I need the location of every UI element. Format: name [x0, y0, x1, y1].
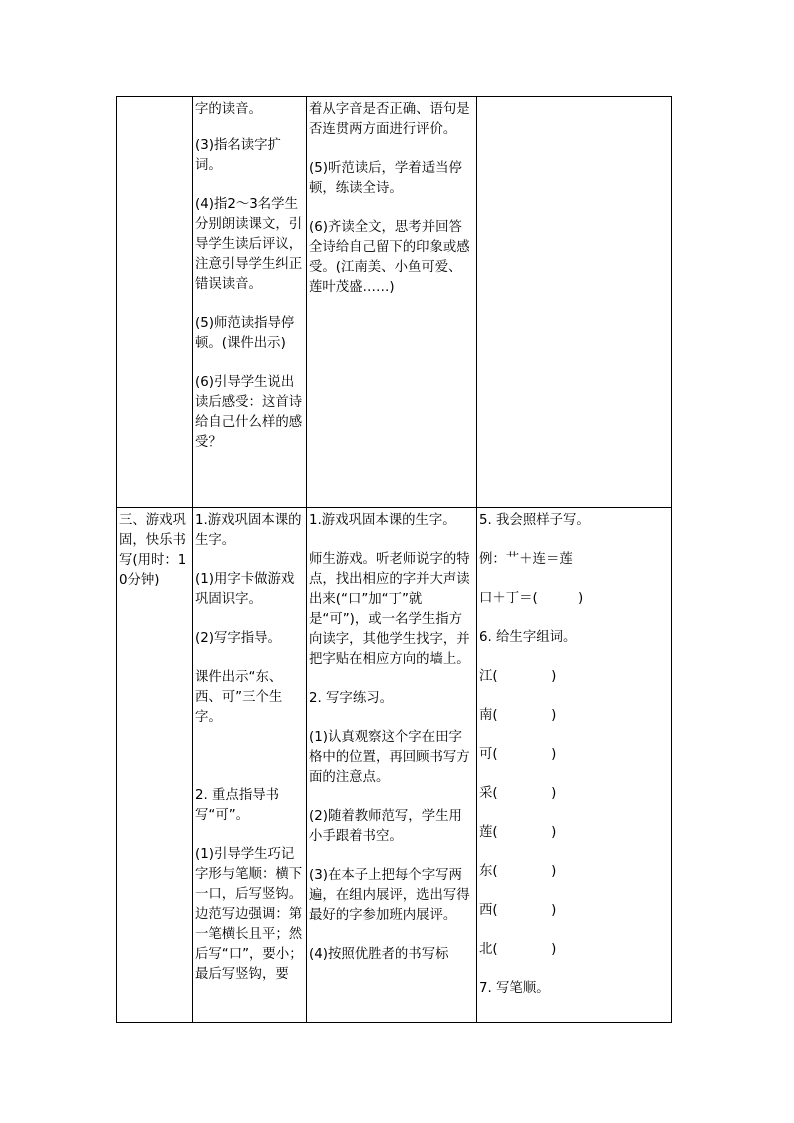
- text-paragraph: 字的读音。: [195, 102, 262, 117]
- text-paragraph: (4)按照优胜者的书写标: [309, 947, 449, 962]
- table-row: [117, 97, 672, 508]
- text-paragraph: (1)引导学生巧记字形与笔顺：横下一口，后写竖钩。边范写边强调：第一笔横长且平；然后写“口”，要小；最后写竖钩，要: [195, 847, 303, 982]
- exercise-line: 6. 给生字组词。: [479, 630, 577, 645]
- text-paragraph: (1)认真观察这个字在田字格中的位置，再回顾书写方面的注意点。: [309, 730, 470, 785]
- exercise-line: 东( ): [479, 864, 557, 879]
- exercise-line: 北( ): [479, 942, 557, 957]
- exercise-line: 口＋丁＝( ): [479, 591, 584, 606]
- exercise-line: 莲( ): [479, 825, 557, 840]
- text-paragraph: (3)指名读字扩词。: [195, 138, 281, 173]
- text-paragraph: 1.游戏巩固本课的生字。: [309, 513, 456, 528]
- text-paragraph: (3)在本子上把每个字写两遍，在组内展评，选出写得最好的字参加班内展评。: [309, 868, 470, 923]
- text-paragraph: 着从字音是否正确、语句是否连贯两方面进行评价。: [309, 102, 470, 137]
- text-paragraph: (5)听范读后，学着适当停顿，练读全诗。: [309, 161, 462, 196]
- exercise-line: 江( ): [479, 669, 557, 684]
- lesson-plan-table: [116, 96, 672, 1023]
- text-paragraph: (5)师范读指导停顿。(课件出示): [195, 316, 295, 351]
- exercise-line: 南( ): [479, 708, 557, 723]
- student-activity-cell: [307, 97, 477, 508]
- text-paragraph: 1.游戏巩固本课的生字。: [195, 513, 302, 548]
- text-paragraph: 2. 写字练习。: [309, 691, 393, 706]
- exercise-cell: [477, 508, 672, 1023]
- text-paragraph: 课件出示“东、西、可”三个生字。: [195, 670, 283, 725]
- text-paragraph: (6)齐读全文，思考并回答全诗给自己留下的印象或感受。(江南美、小鱼可爱、莲叶茂盛……): [309, 220, 470, 295]
- exercise-line: 可( ): [479, 747, 557, 762]
- text-paragraph: (4)指2～3名学生分别朗读课文，引导学生读后评议，注意引导学生纠正错误读音。: [195, 197, 303, 292]
- student-activity-cell: [307, 508, 477, 1023]
- exercise-line: 5. 我会照样子写。: [479, 513, 590, 528]
- stage-cell: [117, 97, 193, 508]
- text-paragraph: (6)引导学生说出读后感受：这首诗给自己什么样的感受？: [195, 375, 303, 450]
- exercise-cell: [477, 97, 672, 508]
- text-paragraph: (1)用字卡做游戏巩固识字。: [195, 572, 295, 607]
- table-row: [117, 508, 672, 1023]
- stage-cell: 三、游戏巩固，快乐书写(用时：10分钟): [117, 508, 193, 1023]
- exercise-line: 7. 写笔顺。: [479, 981, 550, 996]
- exercise-line: 西( ): [479, 903, 557, 918]
- teacher-activity-cell: [193, 508, 307, 1023]
- text-paragraph: (2)写字指导。: [195, 631, 281, 646]
- text-paragraph: 2. 重点指导书写“可”。: [195, 788, 279, 823]
- exercise-line: 采( ): [479, 786, 557, 801]
- text-paragraph: (2)随着教师范写，学生用小手跟着书空。: [309, 809, 462, 844]
- teacher-activity-cell: [193, 97, 307, 508]
- exercise-line: 例：艹＋连＝莲: [479, 552, 573, 567]
- text-paragraph: 师生游戏。听老师说字的特点，找出相应的字并大声读出来(“口”加“丁”就是“可”)，或一名学生指方向读字，其他学生找字，并把字贴在相应方向的墙上。: [309, 552, 470, 667]
